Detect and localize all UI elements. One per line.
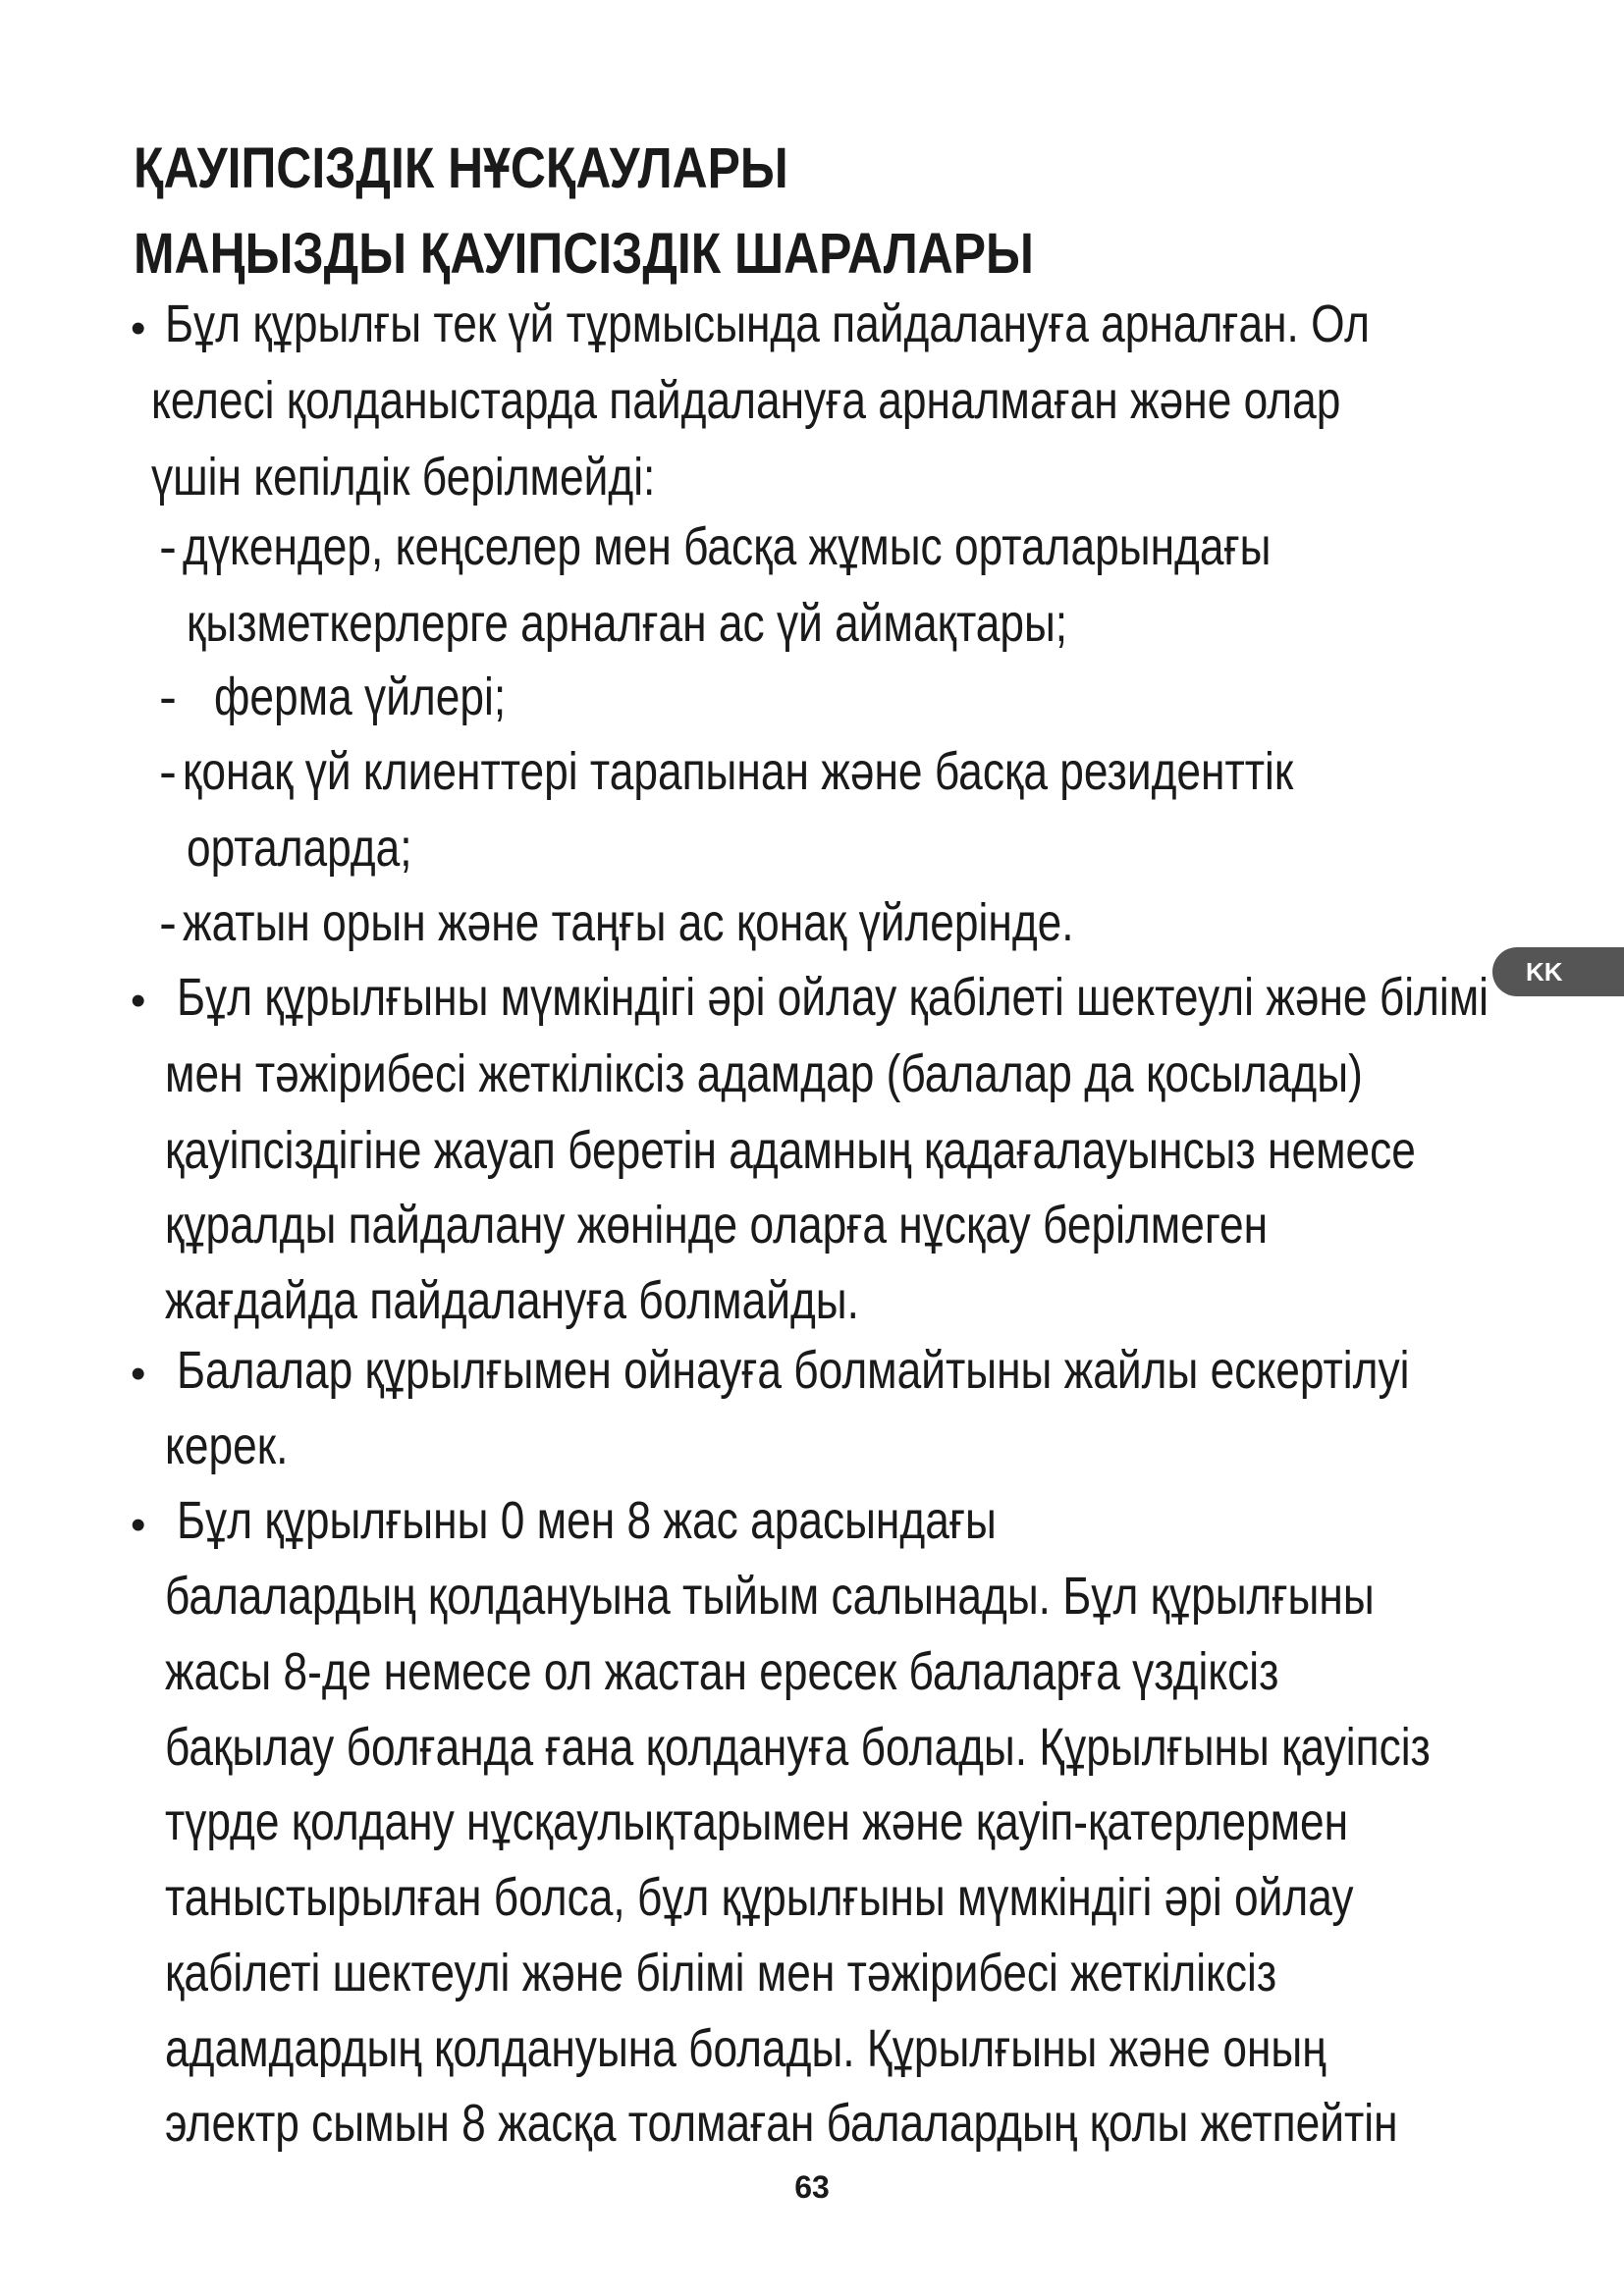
text-line: орталарда; xyxy=(187,819,412,878)
text-line: Бұл құрылғы тек үй тұрмысында пайдалануға арналған. Ол xyxy=(165,294,1370,353)
dash-marker: - xyxy=(159,517,177,576)
text-line: үшін кепілдік берілмейді: xyxy=(151,448,656,507)
page-subtitle: МАҢЫЗДЫ ҚАУІПСІЗДІК ШАРАЛАРЫ xyxy=(134,222,1034,286)
text-line: балалардың қолдануына тыйым салынады. Бұл құрылғыны xyxy=(165,1567,1375,1626)
language-tab: KK xyxy=(1492,947,1624,996)
text-line: қызметкерлерге арналған ас үй аймақтары; xyxy=(187,594,1068,653)
text-line: ферма үйлері; xyxy=(214,667,507,726)
text-line: қабілеті шектеулі және білімі мен тәжірибесі жеткіліксіз xyxy=(165,1944,1277,2002)
bullet-marker: • xyxy=(131,1350,146,1398)
page-number: 63 xyxy=(794,2169,830,2205)
text-line: құралды пайдалану жөнінде оларға нұсқау берілмеген xyxy=(165,1196,1269,1255)
text-line: Балалар құрылғымен ойнауға болмайтыны жайлы ескертілуі xyxy=(177,1341,1410,1400)
text-line: жасы 8-де немесе ол жастан ересек балаларға үздіксіз xyxy=(165,1642,1279,1701)
text-line: қонақ үй клиенттері тарапынан және басқа резиденттік xyxy=(183,742,1294,801)
text-line: таныстырылған болса, бұл құрылғыны мүмкіндігі әрі ойлау xyxy=(165,1868,1354,1927)
text-line: дүкендер, кеңселер мен басқа жұмыс орталарындағы xyxy=(183,517,1272,576)
text-line: Бұл құрылғыны 0 мен 8 жас арасындағы xyxy=(177,1491,997,1550)
text-line: мен тәжірибесі жеткіліксіз адамдар (балалар да қосылады) xyxy=(165,1044,1363,1103)
text-line: түрде қолдану нұсқаулықтарымен және қауіп-қатерлермен xyxy=(165,1792,1349,1851)
text-line: қауіпсіздігіне жауап беретін адамның қадағалауынсыз немесе xyxy=(165,1121,1416,1180)
bullet-marker: • xyxy=(131,1501,146,1549)
bullet-marker: • xyxy=(131,977,146,1025)
text-line: жағдайда пайдалануға болмайды. xyxy=(165,1271,859,1330)
text-line: адамдардың қолдануына болады. Құрылғыны және оның xyxy=(165,2019,1326,2078)
bullet-marker: • xyxy=(131,304,146,352)
text-line: келесі қолданыстарда пайдалануға арналмаған және олар xyxy=(151,371,1341,430)
text-line: жатын орын және таңғы ас қонақ үйлерінде. xyxy=(183,893,1074,952)
text-line: керек. xyxy=(165,1416,289,1475)
page-title: ҚАУІПСІЗДІК НҰСҚАУЛАРЫ xyxy=(134,136,788,200)
dash-marker: - xyxy=(159,667,177,726)
text-line: электр сымын 8 жасқа толмаған балалардың қолы жетпейтін xyxy=(165,2094,1398,2153)
dash-marker: - xyxy=(159,742,177,801)
text-line: бақылау болғанда ғана қолдануға болады. Құрылғыны қауіпсіз xyxy=(165,1718,1431,1777)
dash-marker: - xyxy=(159,893,177,952)
text-line: Бұл құрылғыны мүмкіндігі әрі ойлау қабілеті шектеулі және білімі xyxy=(177,968,1489,1027)
